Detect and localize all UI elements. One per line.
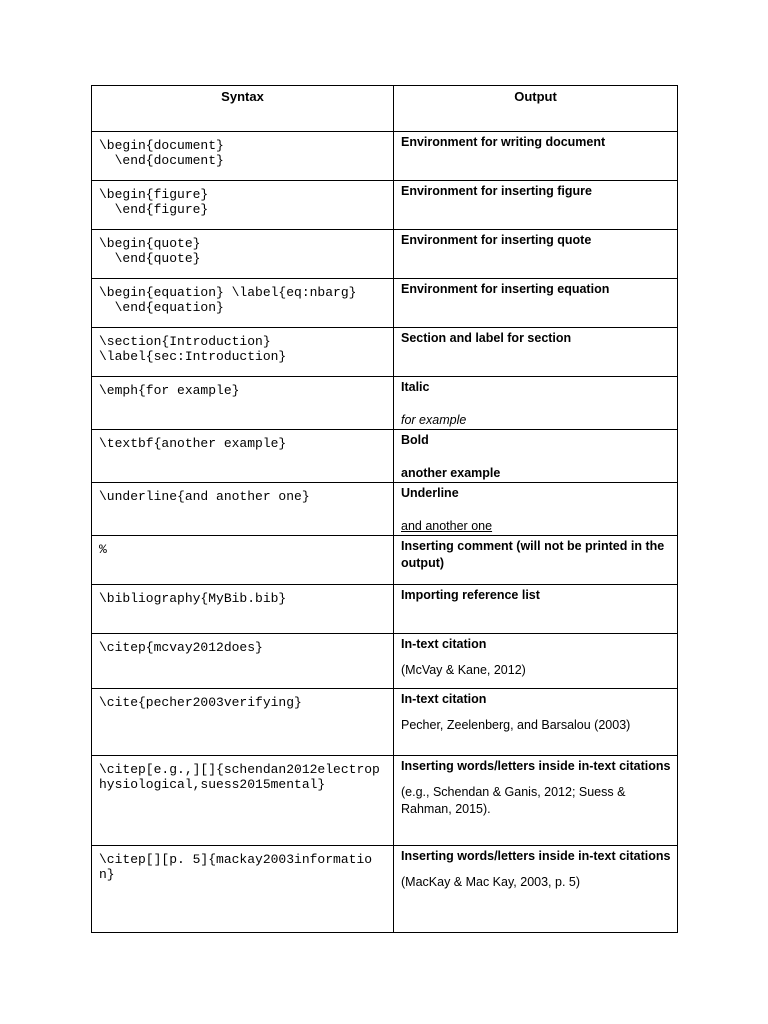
syntax-cell bbox=[92, 483, 394, 536]
citation-example-output: Pecher, Zeelenberg, and Barsalou (2003) bbox=[401, 718, 631, 732]
bold-example-output: another example bbox=[401, 466, 501, 480]
output-description: Section and label for section bbox=[401, 331, 572, 345]
syntax-code-line: \end{quote} bbox=[99, 251, 201, 266]
output-description: In-text citation bbox=[401, 692, 487, 706]
syntax-code-line: \cite{pecher2003verifying} bbox=[99, 695, 302, 710]
output-cell bbox=[394, 536, 678, 585]
table-row bbox=[92, 230, 678, 279]
syntax-code-line: \end{equation} bbox=[99, 300, 224, 315]
table-row bbox=[92, 634, 678, 689]
syntax-code-line: \bibliography{MyBib.bib} bbox=[99, 591, 287, 606]
output-cell bbox=[394, 181, 678, 230]
syntax-cell bbox=[92, 689, 394, 756]
syntax-code-line: \begin{document} bbox=[99, 138, 224, 153]
syntax-code-line: \emph{for example} bbox=[99, 383, 240, 398]
table-row bbox=[92, 483, 678, 536]
syntax-code-line: \underline{and another one} bbox=[99, 489, 310, 504]
output-description: Importing reference list bbox=[401, 588, 540, 602]
table-row bbox=[92, 279, 678, 328]
syntax-cell bbox=[92, 536, 394, 585]
syntax-code-line: \begin{equation} \label{eq:nbarg} bbox=[99, 285, 357, 300]
table-row bbox=[92, 132, 678, 181]
citation-example-output: (MacKay & Mac Kay, 2003, p. 5) bbox=[401, 875, 581, 889]
latex-syntax-table bbox=[91, 85, 678, 933]
syntax-cell bbox=[92, 585, 394, 634]
syntax-cell bbox=[92, 634, 394, 689]
output-cell bbox=[394, 230, 678, 279]
output-cell bbox=[394, 689, 678, 756]
syntax-code-line: \citep{mcvay2012does} bbox=[99, 640, 263, 655]
underline-example-output: and another one bbox=[401, 519, 493, 533]
italic-example-output: for example bbox=[401, 413, 467, 427]
table-row bbox=[92, 377, 678, 430]
output-cell bbox=[394, 756, 678, 846]
output-description: Underline bbox=[401, 486, 459, 500]
output-cell bbox=[394, 483, 678, 536]
syntax-code-line: \end{figure} bbox=[99, 202, 209, 217]
output-description: Environment for inserting quote bbox=[401, 233, 592, 247]
output-description: Inserting words/letters inside in-text citations bbox=[401, 759, 671, 773]
output-column-header: Output bbox=[394, 86, 678, 132]
syntax-cell bbox=[92, 132, 394, 181]
syntax-cell bbox=[92, 430, 394, 483]
output-description: Inserting comment (will not be printed in the output) bbox=[401, 539, 665, 570]
syntax-code-line: \label{sec:Introduction} bbox=[99, 349, 287, 364]
output-cell bbox=[394, 132, 678, 181]
syntax-code-line: \citep[e.g.,][]{schendan2012electrophysiological,suess2015mental} bbox=[99, 762, 380, 792]
table-row bbox=[92, 585, 678, 634]
output-description: Environment for inserting equation bbox=[401, 282, 610, 296]
syntax-cell bbox=[92, 756, 394, 846]
table-header-row bbox=[92, 86, 678, 132]
table-row bbox=[92, 756, 678, 846]
citation-example-output: (e.g., Schendan & Ganis, 2012; Suess & Rahman, 2015). bbox=[401, 785, 626, 816]
table-row bbox=[92, 689, 678, 756]
output-cell bbox=[394, 279, 678, 328]
table-row bbox=[92, 536, 678, 585]
table-row bbox=[92, 328, 678, 377]
output-description: Environment for inserting figure bbox=[401, 184, 592, 198]
table-row bbox=[92, 846, 678, 933]
syntax-code-line: \citep[][p. 5]{mackay2003information} bbox=[99, 852, 373, 882]
output-description: Italic bbox=[401, 380, 430, 394]
output-description: In-text citation bbox=[401, 637, 487, 651]
output-cell bbox=[394, 377, 678, 430]
syntax-code-line: \textbf{another example} bbox=[99, 436, 287, 451]
output-cell bbox=[394, 585, 678, 634]
syntax-code-line: \section{Introduction} bbox=[99, 334, 271, 349]
syntax-cell bbox=[92, 377, 394, 430]
syntax-code-line: \end{document} bbox=[99, 153, 224, 168]
syntax-column-header: Syntax bbox=[92, 86, 394, 132]
syntax-cell bbox=[92, 846, 394, 933]
syntax-code-line: % bbox=[99, 542, 107, 557]
output-description: Inserting words/letters inside in-text citations bbox=[401, 849, 671, 863]
table-row bbox=[92, 181, 678, 230]
table-row bbox=[92, 430, 678, 483]
syntax-cell bbox=[92, 279, 394, 328]
citation-example-output: (McVay & Kane, 2012) bbox=[401, 663, 526, 677]
syntax-cell bbox=[92, 181, 394, 230]
output-description: Environment for writing document bbox=[401, 135, 606, 149]
output-cell bbox=[394, 846, 678, 933]
syntax-code-line: \begin{figure} bbox=[99, 187, 209, 202]
syntax-cell bbox=[92, 328, 394, 377]
syntax-code-line: \begin{quote} bbox=[99, 236, 201, 251]
output-cell bbox=[394, 328, 678, 377]
syntax-cell bbox=[92, 230, 394, 279]
output-description: Bold bbox=[401, 433, 429, 447]
output-cell bbox=[394, 430, 678, 483]
output-cell bbox=[394, 634, 678, 689]
